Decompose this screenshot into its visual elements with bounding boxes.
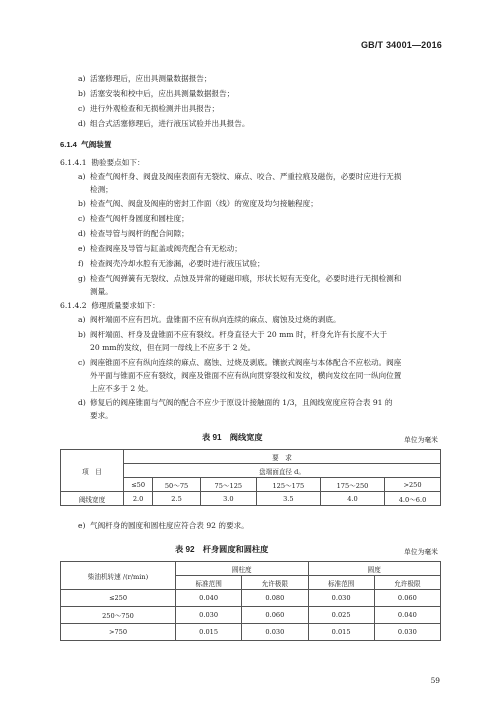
section-heading [60, 139, 112, 150]
subsection-heading [60, 300, 160, 311]
subsection-number: 6.1.4.1 [60, 158, 87, 167]
table-92 [60, 561, 441, 641]
table-cell: 0.060 [242, 607, 308, 624]
table-cell: 4.0～6.0 [385, 492, 441, 506]
table-column-header: 75～125 [200, 478, 256, 492]
table-column-header: 125～175 [256, 478, 320, 492]
list-label: a) [78, 315, 86, 324]
table-cell: 3.5 [256, 492, 320, 506]
list-label: b) [78, 199, 86, 208]
table-column-header: >250 [385, 478, 441, 492]
list-label: d) [78, 119, 86, 128]
list-text: 进行外观检查和无损检测并出具报告； [90, 104, 220, 113]
list-text: 阀杆端面、杆身及盘锥面不应有裂纹。杆身直径大于 20 mm 时，杆身允许有长度不大于 [90, 330, 388, 339]
list-text: 活塞修理后，应出具测量数据报告； [90, 74, 212, 83]
page-number: 59 [430, 676, 440, 685]
table-cell: 0.060 [374, 590, 440, 607]
list-label: d) [78, 398, 86, 407]
table-cell: 3.0 [200, 492, 256, 506]
table-group-header: 圆度 [308, 562, 441, 576]
table-caption: 表 92 杆身圆度和圆柱度 [175, 545, 269, 554]
list-text: 组合式活塞修理后，进行液压试验并出具报告。 [90, 119, 250, 128]
list-text: 检查导管与阀杆的配合间隙； [90, 229, 189, 238]
table-cell: 2.5 [153, 492, 201, 506]
table-speed-header: 柴油机转速 /(r/min) [61, 562, 176, 590]
list-label: c) [78, 358, 86, 367]
list-label: c) [78, 214, 86, 223]
table-row [61, 607, 441, 624]
table-column-header: 标准范围 [176, 576, 242, 590]
subsection-number: 6.1.4.2 [60, 301, 87, 310]
table-cell: 0.015 [308, 624, 374, 641]
table-row-label: ≤250 [61, 590, 176, 607]
list-text: 检查气阀弹簧有无裂纹、点蚀及异常的碰磁印痕，形状长短有无变化，必要时进行无损检测和 [90, 274, 402, 283]
list-item-continuation: 检测； [90, 185, 113, 194]
table-cell: 0.025 [308, 607, 374, 624]
table-cell: 0.030 [374, 624, 440, 641]
table-cell: 0.030 [242, 624, 308, 641]
list-label: e) [78, 244, 86, 253]
section-number: 6.1.4 [60, 140, 77, 149]
list-label: g) [78, 274, 86, 283]
table-cell: 2.0 [124, 492, 153, 506]
list-label: b) [78, 89, 86, 98]
list-text: 检查气阀杆身、阀盘及阀座表面有无裂纹、麻点、咬合、严重拉痕及磁伤，必要时应进行无损 [90, 172, 402, 181]
table-cell: 0.030 [176, 607, 242, 624]
list-text: 气阀杆身的圆度和圆柱度应符合表 92 的要求。 [90, 521, 249, 530]
subsection-title: 修理质量要求如下： [91, 301, 160, 310]
table-row [61, 590, 441, 607]
list-text: 检查气阀杆身圆度和圆柱度； [90, 214, 189, 223]
table-group-header: 圆柱度 [176, 562, 309, 576]
table-unit: 单位为毫米 [404, 548, 438, 556]
list-text: 阀座锥面不应有纵向连续的麻点、腐蚀、过烧及剥底。镶嵌式阀座与本体配合不应松动。阀座 [90, 358, 402, 367]
table-column-header: 175～250 [320, 478, 384, 492]
table-column-header: 标准范围 [308, 576, 374, 590]
list-item-continuation: 20 mm的发纹，但在同一母线上不应多于 2 处。 [90, 343, 256, 352]
list-label: a) [78, 172, 86, 181]
table-cell: 0.080 [242, 590, 308, 607]
table-cell: 4.0 [320, 492, 384, 506]
list-text: 活塞安装和校中后，应出具测量数据报告； [90, 89, 235, 98]
list-item-continuation: 要求。 [90, 411, 113, 420]
subsection-heading [60, 157, 145, 168]
table-unit: 单位为毫米 [404, 436, 438, 444]
table-column-header: 允许极限 [242, 576, 308, 590]
table-row [61, 492, 441, 506]
section-title: 气阀装置 [81, 140, 112, 149]
list-text: 检查阀壳冷却水腔有无渗漏，必要时进行液压试验； [90, 259, 265, 268]
table-column-header: ≤50 [124, 478, 153, 492]
table-req-header: 要 求 [124, 450, 441, 464]
list-text: 检查阀座及导管与缸盖或阀壳配合有无松动； [90, 244, 242, 253]
list-label: f) [78, 259, 84, 268]
table-cell: 0.015 [176, 624, 242, 641]
standard-code: GB/T 34001—2016 [360, 40, 442, 50]
table-row-label: >750 [61, 624, 176, 641]
table-column-header: 50～75 [153, 478, 201, 492]
table-sub-header: 盘端面直径 d。 [124, 464, 441, 478]
list-item-continuation: 上应不多于 2 处。 [90, 384, 153, 393]
list-label: b) [78, 330, 86, 339]
list-label: a) [78, 74, 86, 83]
table-91 [60, 449, 441, 506]
table-cell: 0.040 [176, 590, 242, 607]
table-cell: 0.040 [374, 607, 440, 624]
table-row [61, 624, 441, 641]
list-label: c) [78, 104, 86, 113]
table-item-header: 项 目 [61, 450, 124, 492]
list-item-continuation: 测量。 [90, 287, 113, 296]
subsection-title: 勘验要点如下： [91, 158, 145, 167]
list-text: 阀杆端面不应有凹坑。盘锥面不应有纵向连续的麻点、腐蚀及过烧的剥底。 [90, 315, 341, 324]
list-item-continuation: 外平面与锥面不应有裂纹，阀座及锥面不应有纵向贯穿裂纹和发纹，横向发纹在同一纵向位置 [90, 371, 402, 380]
table-row-label: 250～750 [61, 607, 176, 624]
list-text: 检查气阀、阀盘及阀座的密封工作面（线）的宽度及均匀接触程度； [90, 199, 318, 208]
table-column-header: 允许极限 [374, 576, 440, 590]
table-row-label: 阀线宽度 [61, 492, 124, 506]
table-caption: 表 91 阀线宽度 [202, 433, 263, 442]
list-label: d) [78, 229, 86, 238]
table-cell: 0.030 [308, 590, 374, 607]
list-text: 修复后的阀座锥面与气阀的配合不应少于原设计接触面的 1/3，且阀线宽度应符合表 91 的 [90, 398, 393, 407]
list-label: e) [78, 521, 86, 530]
